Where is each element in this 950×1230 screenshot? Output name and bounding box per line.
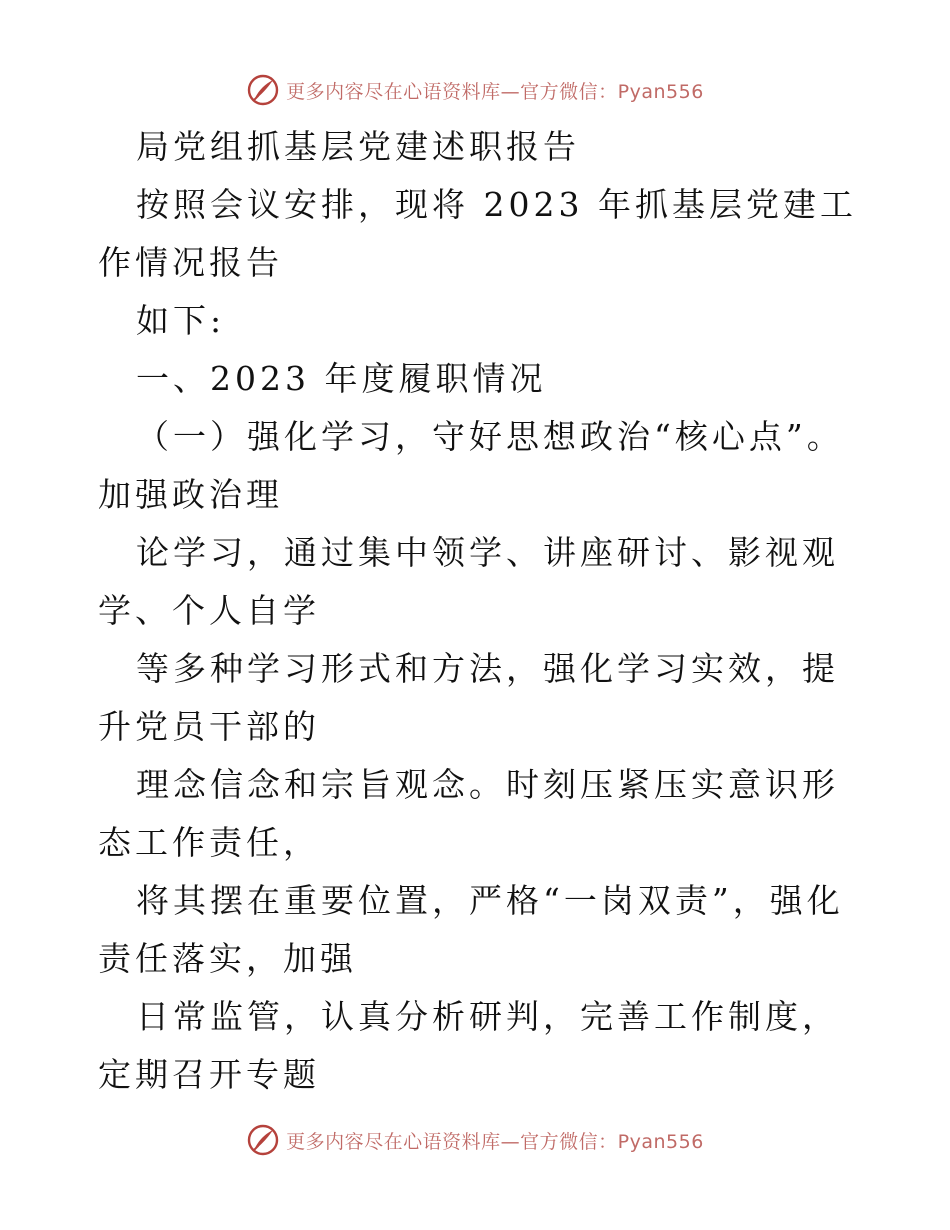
paragraph: 按照会议安排，现将 2023 年抓基层党建工作情况报告 bbox=[98, 185, 857, 282]
paragraph: 将其摆在重要位置，严格“一岗双责”，强化责任落实，加强 bbox=[98, 881, 844, 978]
document-body bbox=[98, 118, 858, 1104]
section-heading: 一、2023 年度履职情况 bbox=[136, 359, 547, 398]
paragraph: 等多种学习形式和方法，强化学习实效，提升党员干部的 bbox=[98, 649, 839, 746]
footer-watermark bbox=[0, 1120, 950, 1160]
paragraph: 论学习，通过集中领学、讲座研讨、影视观学、个人自学 bbox=[98, 533, 839, 630]
paragraph: 理念信念和宗旨观念。时刻压紧压实意识形态工作责任， bbox=[98, 765, 839, 862]
watermark-text: 更多内容尽在心语资料库—官方微信：Pyan556 bbox=[286, 1130, 704, 1153]
watermark-text: 更多内容尽在心语资料库—官方微信：Pyan556 bbox=[286, 80, 704, 103]
document-title: 局党组抓基层党建述职报告 bbox=[136, 127, 580, 166]
header-watermark bbox=[0, 70, 950, 110]
paragraph: 日常监管，认真分析研判，完善工作制度，定期召开专题 bbox=[98, 997, 839, 1094]
quill-seal-icon bbox=[246, 73, 280, 107]
paragraph: 如下: bbox=[136, 301, 226, 340]
subsection-heading: （一）强化学习，守好思想政治“核心点”。加强政治理 bbox=[98, 417, 844, 514]
quill-seal-icon bbox=[246, 1123, 280, 1157]
